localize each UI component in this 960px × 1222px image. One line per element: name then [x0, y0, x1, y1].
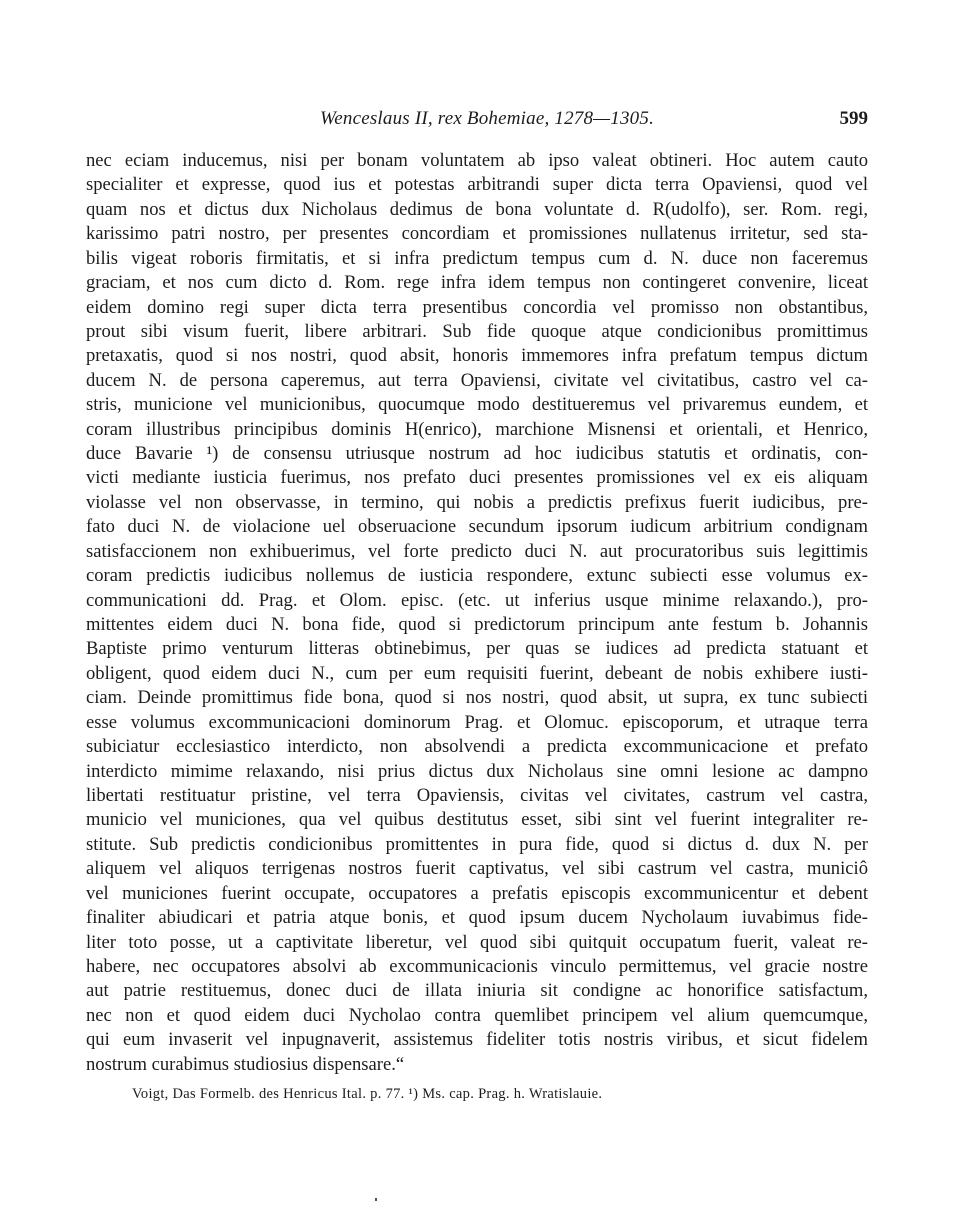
text-line: finaliter abiudicari et patria atque bonis, et quod ipsum ducem Nycholaum iuvabimus fide-	[86, 907, 868, 929]
text-line: obligent, quod eidem duci N., cum per eum requisiti fuerint, debeant de nobis exhibere iusti-	[86, 662, 868, 684]
text-line: Baptiste primo venturum litteras obtinebimus, per quas se iudices ad predicta statuant et	[86, 638, 868, 660]
text-line: nec non et quod eidem duci Nycholao contra quemlibet principem vel alium quemcumque,	[86, 1004, 868, 1026]
text-line: communicationi dd. Prag. et Olom. episc. (etc. ut inferius usque minime relaxando.), pro-	[86, 589, 868, 611]
text-line: prout sibi visum fuerit, libere arbitrari. Sub fide quoque atque condicionibus promittimus	[86, 320, 868, 342]
body-text	[86, 149, 868, 1077]
text-line: municio vel municiones, qua vel quibus destitutus esset, sibi sint vel fuerint integraliter re-	[86, 809, 868, 831]
text-line: pretaxatis, quod si nos nostri, quod absit, honoris immemores infra prefatum tempus dictum	[86, 345, 868, 367]
text-line: aut patrie restituemus, donec duci de illata iniuria sit condigne ac honorifice satisfactum,	[86, 980, 868, 1002]
text-line: libertati restituatur pristine, vel terra Opaviensis, civitas vel civitates, castrum vel castra,	[86, 784, 868, 806]
text-line: fato duci N. de violacione uel obseruacione secundum ipsorum iudicum arbitrium condignam	[86, 516, 868, 538]
text-line: liter toto posse, ut a captivitate liberetur, vel quod sibi quitquit occupatum fuerit, valeat re-	[86, 931, 868, 953]
text-line: satisfaccionem non exhibuerimus, vel forte predicto duci N. aut procuratoribus suis legittimis	[86, 540, 868, 562]
text-line: eidem domino regi super dicta terra presentibus concordia vel promisso non obstantibus,	[86, 296, 868, 318]
text-line: subiciatur ecclesiastico interdicto, non absolvendi a predicta excommunicacione et prefato	[86, 736, 868, 758]
text-line: graciam, et nos cum dicto d. Rom. rege infra idem tempus non contingeret convenire, liceat	[86, 272, 868, 294]
text-line: karissimo patri nostro, per presentes concordiam et promissiones nullatenus irritetur, sed sta-	[86, 223, 868, 245]
text-line: interdicto mimime relaxando, nisi prius dictus dux Nicholaus sine omni lesione ac dampno	[86, 760, 868, 782]
text-line: ciam. Deinde promittimus fide bona, quod si nos nostri, quod absit, ut supra, ex tunc subiecti	[86, 687, 868, 709]
text-line: specialiter et expresse, quod ius et potestas arbitrandi super dicta terra Opaviensi, quod vel	[86, 174, 868, 196]
text-line: coram illustribus principibus dominis H(enrico), marchione Misnensi et orientali, et Henrico,	[86, 418, 868, 440]
text-line: habere, nec occupatores absolvi ab excommunicacionis vinculo permittemus, vel gracie nostre	[86, 955, 868, 977]
text-line: aliquem vel aliquos terrigenas nostros fuerit captivatus, vel sibi castrum vel castra, municiô	[86, 858, 868, 880]
text-line: qui eum invaserit vel inpugnaverit, assistemus fideliter totis nostris viribus, et sicut fidelem	[86, 1029, 868, 1051]
text-line: ducem N. de persona caperemus, aut terra Opaviensi, civitate vel civitatibus, castro vel ca-	[86, 369, 868, 391]
text-line: bilis vigeat roboris firmitatis, et si infra predictum tempus cum d. N. duce non faceremus	[86, 247, 868, 269]
text-line: victi mediante iusticia fuerimus, nos prefato duci presentes promissiones vel ex eis aliquam	[86, 467, 868, 489]
text-line: stitute. Sub predictis condicionibus promittentes in pura fide, quod si dictus d. dux N. per	[86, 833, 868, 855]
text-line: nostrum curabimus studiosius dispensare.“	[86, 1053, 405, 1075]
text-line: coram predictis iudicibus nollemus de iusticia respondere, extunc subiecti esse volumus ex-	[86, 565, 868, 587]
text-line: mittentes eidem duci N. bona fide, quod si predictorum principum ante festum b. Johannis	[86, 614, 868, 636]
text-line: violasse vel non observasse, in termino, qui nobis a predictis prefixus fuerit iudicibus, pre-	[86, 491, 868, 513]
print-speck	[375, 1198, 377, 1201]
text-line: nec eciam inducemus, nisi per bonam voluntatem ab ipso valeat obtineri. Hoc autem cauto	[86, 150, 868, 171]
text-line: stris, municione vel municionibus, quocumque modo destitueremus vel privaremus eundem, et	[86, 394, 868, 416]
page-header	[86, 108, 868, 134]
footnote: Voigt, Das Formelb. des Henricus Ital. p. 77. ¹) Ms. cap. Prag. h. Wratislauie.	[132, 1086, 603, 1102]
text-line: esse volumus excommunicacioni dominorum Prag. et Olomuc. episcoporum, et utraque terra	[86, 711, 868, 733]
text-line: quam nos et dictus dux Nicholaus dedimus de bona voluntate d. R(udolfo), ser. Rom. regi,	[86, 198, 868, 220]
page-number: 599	[839, 108, 868, 129]
text-line: duce Bavarie ¹) de consensu utriusque nostrum ad hoc iudicibus statutis et ordinatis, con-	[86, 443, 868, 465]
text-line: vel municiones fuerint occupate, occupatores a prefatis episcopis excommunicentur et debent	[86, 882, 868, 904]
running-title: Wenceslaus II, rex Bohemiae, 1278—1305.	[319, 108, 655, 129]
